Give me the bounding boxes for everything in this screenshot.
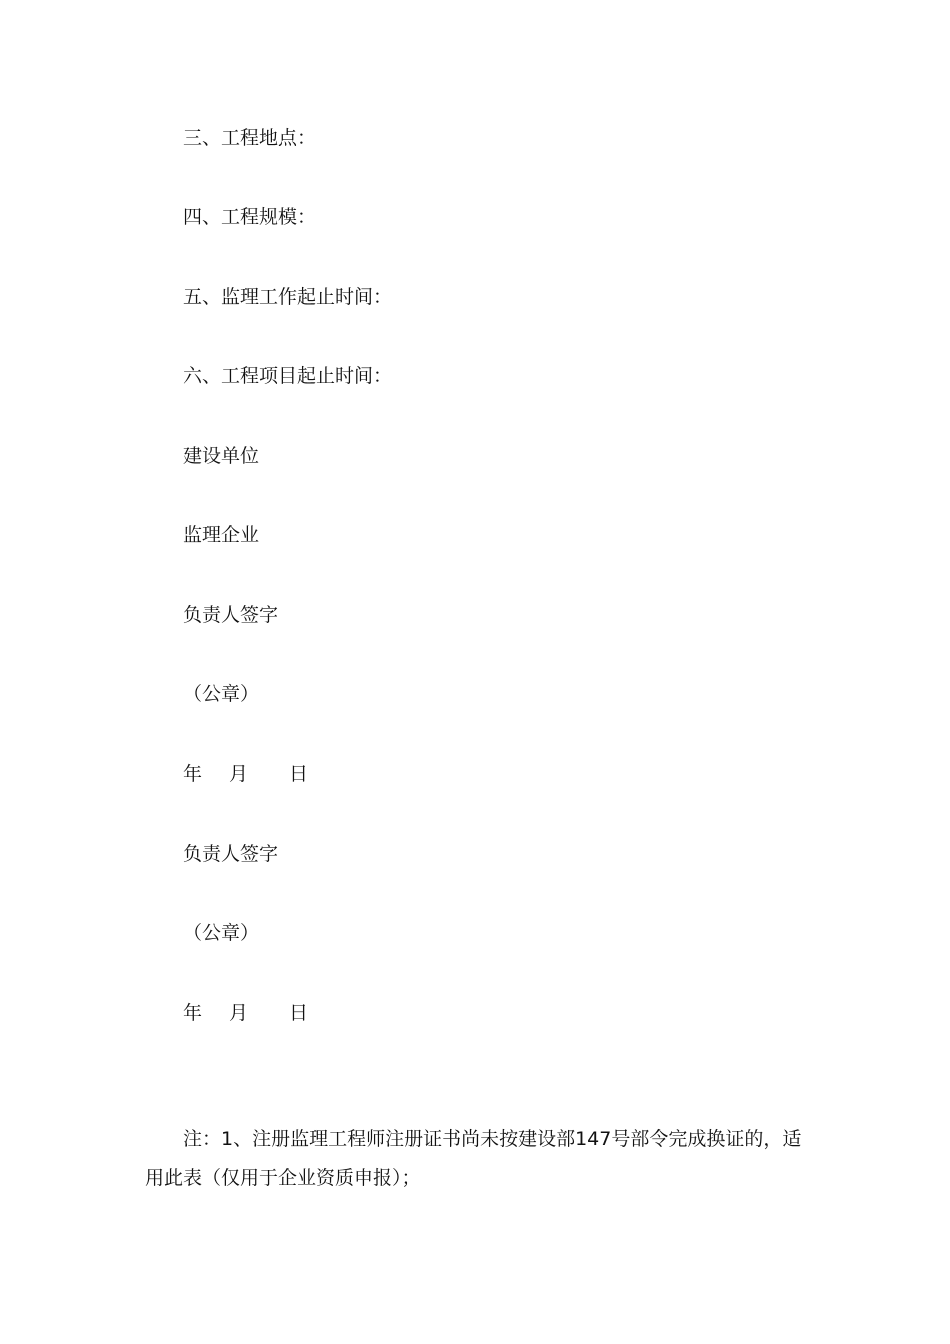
date-month-label: 月 (229, 763, 249, 785)
second-date-year-label: 年 (183, 1002, 203, 1024)
construction-unit-label: 建设单位 (183, 445, 260, 467)
note-paragraph: 注：1、注册监理工程师注册证书尚未按建设部147号部令完成换证的，适用此表（仅用于企业资质申报）； (145, 1128, 802, 1189)
responsible-person-signature-label: 负责人签字 (183, 604, 279, 626)
project-scale-label: 四、工程规模： (183, 206, 317, 228)
second-date-day-label: 日 (289, 1002, 309, 1024)
official-seal-label: （公章） (183, 683, 260, 705)
date-year-label: 年 (183, 763, 203, 785)
second-date-row (183, 1001, 308, 1025)
second-responsible-person-signature-label: 负责人签字 (183, 843, 279, 865)
date-row (183, 762, 308, 786)
project-location-label: 三、工程地点： (183, 127, 317, 149)
date-day-label: 日 (289, 763, 309, 785)
supervision-period-label: 五、监理工作起止时间： (183, 286, 393, 308)
second-official-seal-label: （公章） (183, 922, 260, 944)
supervision-company-label: 监理企业 (183, 524, 260, 546)
second-date-month-label: 月 (229, 1002, 249, 1024)
project-period-label: 六、工程项目起止时间： (183, 365, 393, 387)
